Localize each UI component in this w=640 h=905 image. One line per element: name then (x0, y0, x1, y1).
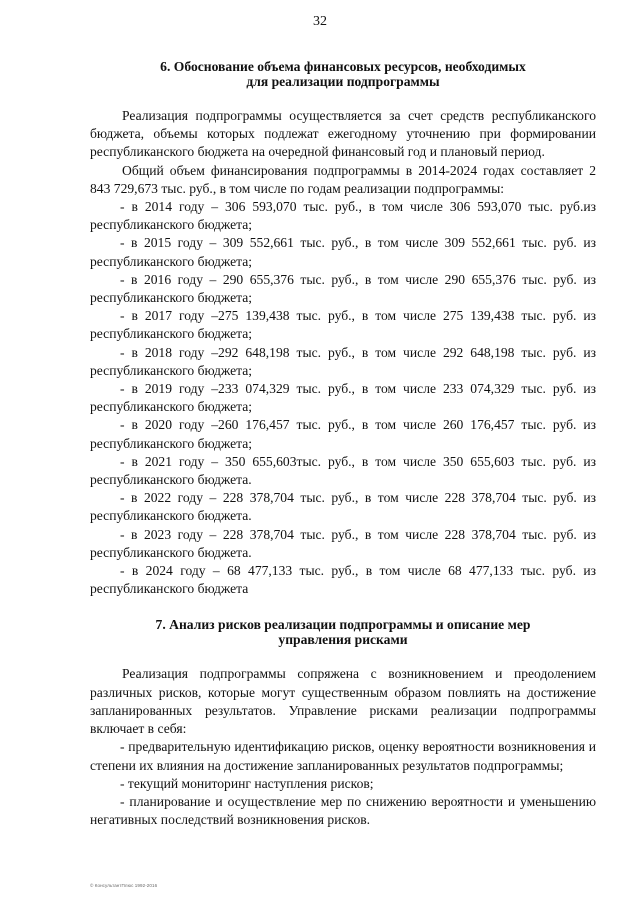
risk-measure-item: - текущий мониторинг наступления рисков; (120, 775, 374, 791)
funding-item-2018: - в 2018 году –292 648,198 тыс. руб., в том числе 292 648,198 тыс. руб. из республиканского бюджета; (90, 344, 596, 378)
section-6-title (90, 59, 596, 89)
section-6-title-line-1: 6. Обоснование объема финансовых ресурсов, необходимых (160, 59, 526, 74)
section-6-paragraph-2: Общий объем финансирования подпрограммы в 2014-2024 годах составляет 2 843 729,673 тыс. руб., в том числе по годам реализации подпрограммы: (90, 162, 596, 196)
funding-by-year-list (90, 198, 596, 598)
section-7-title-line-1: 7. Анализ рисков реализации подпрограммы и описание мер (155, 617, 531, 633)
funding-item-2023: - в 2023 году – 228 378,704 тыс. руб., в том числе 228 378,704 тыс. руб. из республиканского бюджета. (90, 526, 596, 560)
section-6-title-line-2: для реализации подпрограммы (246, 74, 440, 89)
funding-item-2024: - в 2024 году – 68 477,133 тыс. руб., в том числе 68 477,133 тыс. руб. из республиканского бюджета (90, 563, 596, 597)
risk-measure-item: - планирование и осуществление мер по снижению вероятности и уменьшению негативных последствий возникновения рисков. (90, 793, 596, 828)
funding-item-2016: - в 2016 году – 290 655,376 тыс. руб., в том числе 290 655,376 тыс. руб. из республиканского бюджета; (90, 271, 596, 306)
funding-item-2015: - в 2015 году – 309 552,661 тыс. руб., в том числе 309 552,661 тыс. руб. из республиканского бюджета; (90, 235, 596, 269)
funding-item-2019: - в 2019 году –233 074,329 тыс. руб., в том числе 233 074,329 тыс. руб. из республиканского бюджета; (90, 381, 596, 415)
section-7-title-line-2: управления рисками (278, 632, 408, 648)
page-content (90, 55, 596, 829)
funding-item-2022: - в 2022 году – 228 378,704 тыс. руб., в том числе 228 378,704 тыс. руб. из республиканского бюджета. (90, 490, 596, 524)
spacer (90, 89, 596, 107)
funding-item-2017: - в 2017 году –275 139,438 тыс. руб., в том числе 275 139,438 тыс. руб. из республиканского бюджета; (90, 308, 596, 342)
section-6-paragraph-1: Реализация подпрограммы осуществляется за счет средств республиканского бюджета, объемы которых подлежат ежегодному уточнению при формировании республиканского бюджета на очередной финансовый год и плановый период. (90, 108, 596, 160)
footer-note: © КонсультантПлюс 1992-2016 (90, 883, 158, 888)
funding-item-2021: - в 2021 году – 350 655,603тыс. руб., в том числе 350 655,603 тыс. руб. из республиканского бюджета. (90, 453, 596, 488)
funding-item-2014: - в 2014 году – 306 593,070 тыс. руб., в том числе 306 593,070 тыс. руб.из республиканского бюджета; (90, 199, 596, 233)
funding-item-2020: - в 2020 году –260 176,457 тыс. руб., в том числе 260 176,457 тыс. руб. из республиканского бюджета; (90, 417, 596, 451)
risk-measures-list (90, 738, 596, 829)
risk-measure-item: - предварительную идентификацию рисков, оценку вероятности возникновения и степени их влияния на достижение запланированных результатов подпрограммы; (90, 739, 596, 773)
page-number: 32 (313, 14, 327, 29)
section-7-title (90, 617, 596, 647)
section-7-paragraph-1: Реализация подпрограммы сопряжена с возникновением и преодолением различных рисков, которые могут существенным образом повлиять на достижение запланированных результатов. Управление рисками реализации подпрограммы включает в себя: (90, 666, 596, 737)
spacer (90, 647, 596, 665)
